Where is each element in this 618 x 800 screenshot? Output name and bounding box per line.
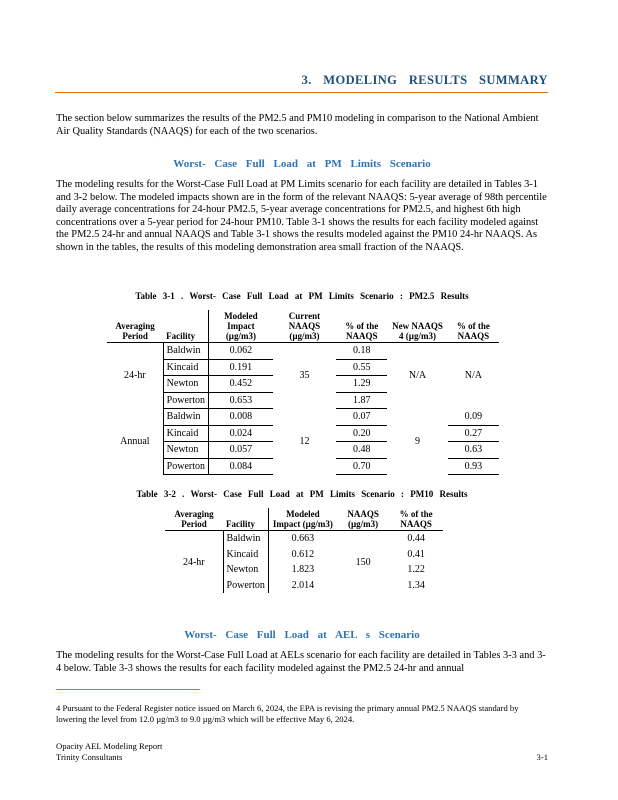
col-modeled-impact: Modeled Impact (µg/m3)	[268, 508, 337, 531]
averaging-period-cell: 24-hr	[182, 556, 205, 568]
facility-cell: Newton	[163, 376, 208, 393]
pct-naaqs-cell: 0.20	[336, 425, 387, 442]
modeled-impact-cell: 0.057	[209, 442, 273, 459]
pct-naaqs-cell: 0.07	[336, 409, 387, 426]
subheading-pm-limits: Worst- Case Full Load at PM Limits Scenario	[173, 158, 431, 170]
footnote: 4 Pursuant to the Federal Register notice issued on March 6, 2024, the EPA is revising the primary annual PM2.5 NAAQS standard by lowering the level from 12.0 µg/m3 to 9.0 µg/m3 which will be effective May 6, 2024.	[56, 703, 519, 724]
table-row	[107, 409, 499, 426]
pct-naaqs-cell: 1.22	[407, 564, 425, 576]
modeled-impact-cell: 0.452	[209, 376, 273, 393]
facility-cell: Baldwin	[163, 343, 208, 360]
averaging-period-cell: Annual	[120, 436, 150, 447]
pct-naaqs-cell: 0.18	[336, 343, 387, 360]
new-naaqs-cell: N/A	[408, 370, 427, 382]
footer-report-title: Opacity AEL Modeling Report	[56, 741, 163, 751]
table-3-2	[165, 508, 443, 593]
col-facility: Facility	[223, 508, 268, 531]
col-current-naaqs: Current NAAQS (µg/m3)	[273, 310, 336, 343]
facility-cell: Kincaid	[223, 547, 268, 563]
col-pct-new-naaqs: % of the NAAQS	[448, 310, 499, 343]
facility-cell: Kincaid	[163, 359, 208, 376]
pct-naaqs-cell: 0.70	[336, 458, 387, 475]
footnote-rule	[56, 689, 200, 690]
pct-naaqs-cell: 0.55	[336, 359, 387, 376]
col-averaging-period: Averaging Period	[165, 508, 223, 531]
pct-naaqs-cell: 1.87	[336, 392, 387, 409]
page-number: 3-1	[536, 752, 548, 762]
section-title: 3. MODELING RESULTS SUMMARY	[301, 73, 548, 87]
facility-cell: Baldwin	[223, 531, 268, 547]
page-footer	[56, 741, 162, 763]
col-new-naaqs: New NAAQS 4 (µg/m3)	[387, 310, 447, 343]
current-naaqs-cell: 12	[299, 436, 310, 447]
pct-new-naaqs-cell: 0.09	[448, 409, 499, 426]
pm-limits-paragraph: The modeling results for the Worst-Case Full Load at PM Limits scenario for each facility are detailed in Tables 3-1 and 3-2 below. The modeled impacts shown are in the form of the relevant NAAQS: 5-year average of 98th percentile daily average concentrations for 24-hour PM2.5, 5-year average concentrations for PM2.5, and highest 6th high concentrations over a 5-year period for 24-hour PM10. Table 3-1 shows the results for each facility modeled against the PM2.5 24-hr and annual NAAQS and Table 3-1 shows the results modeled against the PM10 24-hr NAAQS. As shown in the tables, the results of this modeling demonstration area small fraction of the NAAQS.	[56, 179, 547, 253]
facility-cell: Kincaid	[163, 425, 208, 442]
modeled-impact-cell: 0.008	[209, 409, 273, 426]
col-pct-naaqs: % of the NAAQS	[389, 508, 443, 531]
subheading-aels: Worst- Case Full Load at AEL s Scenario	[184, 629, 420, 641]
table-3-1	[107, 310, 499, 475]
pct-naaqs-cell: 0.41	[407, 548, 425, 560]
current-naaqs-cell: 35	[299, 370, 310, 382]
facility-cell: Powerton	[223, 578, 268, 594]
modeled-impact-cell: 0.663	[268, 531, 337, 547]
col-naaqs: NAAQS (µg/m3)	[337, 508, 389, 531]
pct-new-naaqs-cell: 0.27	[448, 425, 499, 442]
modeled-impact-cell: 1.823	[268, 562, 337, 578]
footer-company: Trinity Consultants	[56, 752, 123, 762]
new-naaqs-cell: 9	[415, 436, 421, 447]
pct-new-naaqs-cell: 0.93	[448, 458, 499, 475]
modeled-impact-cell: 0.653	[209, 392, 273, 409]
facility-cell: Newton	[223, 562, 268, 578]
facility-cell: Powerton	[163, 392, 208, 409]
modeled-impact-cell: 0.612	[268, 547, 337, 563]
averaging-period-cell: 24-hr	[124, 370, 146, 382]
pct-new-naaqs-cell: 0.63	[448, 442, 499, 459]
pct-new-naaqs-cell: N/A	[464, 370, 482, 382]
pct-naaqs-cell: 0.48	[336, 442, 387, 459]
modeled-impact-cell: 0.062	[209, 343, 273, 360]
facility-cell: Powerton	[163, 458, 208, 475]
table-row	[107, 343, 499, 360]
pct-naaqs-cell: 0.44	[407, 533, 425, 545]
naaqs-cell: 150	[355, 556, 371, 568]
col-modeled-impact: Modeled Impact (µg/m3)	[209, 310, 273, 343]
pct-naaqs-cell: 1.29	[336, 376, 387, 393]
aels-paragraph: The modeling results for the Worst-Case Full Load at AELs scenario for each facility are detailed in Tables 3-3 and 3-4 below. Table 3-3 shows the results for each facility modeled against the PM2.5 24-hr and annual	[56, 650, 546, 674]
modeled-impact-cell: 2.014	[268, 578, 337, 594]
table-3-1-caption: Table 3-1 . Worst- Case Full Load at PM Limits Scenario : PM2.5 Results	[135, 291, 469, 301]
modeled-impact-cell: 0.191	[209, 359, 273, 376]
table-3-2-caption: Table 3-2 . Worst- Case Full Load at PM Limits Scenario : PM10 Results	[136, 489, 468, 499]
modeled-impact-cell: 0.024	[209, 425, 273, 442]
table-row	[165, 531, 443, 547]
title-rule	[55, 92, 548, 93]
col-pct-naaqs: % of the NAAQS	[336, 310, 387, 343]
facility-cell: Baldwin	[163, 409, 208, 426]
modeled-impact-cell: 0.084	[209, 458, 273, 475]
intro-paragraph: The section below summarizes the results of the PM2.5 and PM10 modeling in comparison to the National Ambient Air Quality Standards (NAAQS) for each of the two scenarios.	[56, 113, 539, 137]
facility-cell: Newton	[163, 442, 208, 459]
col-facility: Facility	[163, 310, 208, 343]
pct-naaqs-cell: 1.34	[407, 579, 425, 591]
col-averaging-period: Averaging Period	[107, 310, 163, 343]
